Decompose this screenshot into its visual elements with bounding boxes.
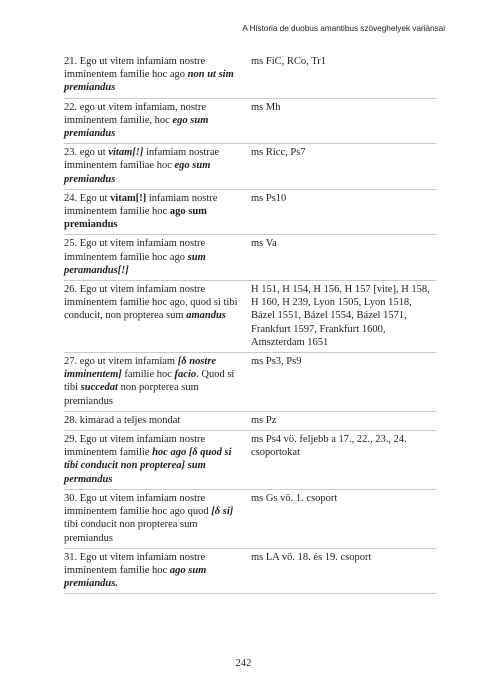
- variant-text: 31. Ego ut vitem infamiam nostre imminentem familie hoc ago sum premiandus.: [64, 551, 207, 590]
- table-row: [64, 431, 436, 490]
- manuscript-sources: ms LA vö. 18. és 19. csoport: [251, 551, 372, 563]
- manuscript-sources: ms Mh: [251, 101, 281, 113]
- table-row: [64, 353, 436, 412]
- variant-text: 24. Ego ut vitam[!] infamiam nostre imminentem familie hoc ago sum premiandus: [64, 192, 218, 231]
- table-row: [64, 412, 436, 431]
- table-row: [64, 490, 436, 549]
- variant-text: 30. Ego ut vitem infamiam nostre imminentem familie hoc ago quod [δ si] tibi conducit non propterea sum premiandus: [64, 492, 234, 544]
- running-header: A Historia de duobus amantibus szöveghelyek variánsai: [242, 23, 445, 33]
- manuscript-sources: ms Ps3, Ps9: [251, 356, 302, 368]
- manuscript-sources: ms FiC, RCo, Tr1: [251, 56, 326, 67]
- table-row: [64, 55, 436, 99]
- table-row: [64, 190, 436, 236]
- manuscript-sources: ms Ps10: [251, 192, 287, 204]
- table-row: [64, 235, 436, 281]
- manuscript-sources: ms Pz: [251, 414, 277, 426]
- manuscript-sources: ms Gs vö. 1. csoport: [251, 492, 338, 504]
- variant-text: 27. ego ut vitem infamiam [δ nostre imminentem] familie hoc facio. Quod si tibi succedat non porpterea sum premiandus: [64, 356, 235, 407]
- table-row: [64, 281, 436, 353]
- variant-text: 23. ego ut vitam[!] infamiam nostrae imminentem familiae hoc ego sum premiandus: [64, 147, 220, 185]
- variant-table: [64, 55, 436, 594]
- manuscript-sources: H 151, H 154, H 156, H 157 [vite], H 158, H 160, H 239, Lyon 1505, Lyon 1518, Bázel 1551, Bázel 1554, Bázel 1571, Frankfurt 1597, Frankfurt 1600, Amszterdam 1651: [251, 284, 430, 348]
- variant-text: 29. Ego ut vitem infamiam nostre imminentem familie hoc ago [δ quod si tibi conducit non propterea] sum permandus: [64, 434, 232, 485]
- variant-text: 25. Ego ut vitem infamiam nostre imminentem familie hoc ago sum peramandus[!]: [64, 238, 206, 276]
- table-row: [64, 144, 436, 190]
- variant-text: 22. ego ut vitem infamiam, nostre imminentem familie, hoc ego sum premiandus: [64, 101, 209, 140]
- table-row: [64, 549, 436, 595]
- manuscript-sources: ms Ps4 vö. feljebb a 17., 22., 23., 24. csoportokat: [251, 434, 407, 459]
- manuscript-sources: ms Ricc, Ps7: [251, 147, 306, 159]
- table-row: [64, 99, 436, 145]
- variant-text: 28. kimarad a teljes mondat: [64, 414, 181, 426]
- variant-text: 26. Ego ut vitem infamiam nostre imminentem familie hoc ago, quod si tibi conducit, non propterea sum amandus: [64, 284, 238, 322]
- variant-text: 21. Ego ut vitem infamiam nostre imminentem familie hoc ago non ut sim premiandus: [64, 56, 234, 94]
- manuscript-sources: ms Va: [251, 238, 277, 250]
- page-number: 242: [235, 658, 252, 669]
